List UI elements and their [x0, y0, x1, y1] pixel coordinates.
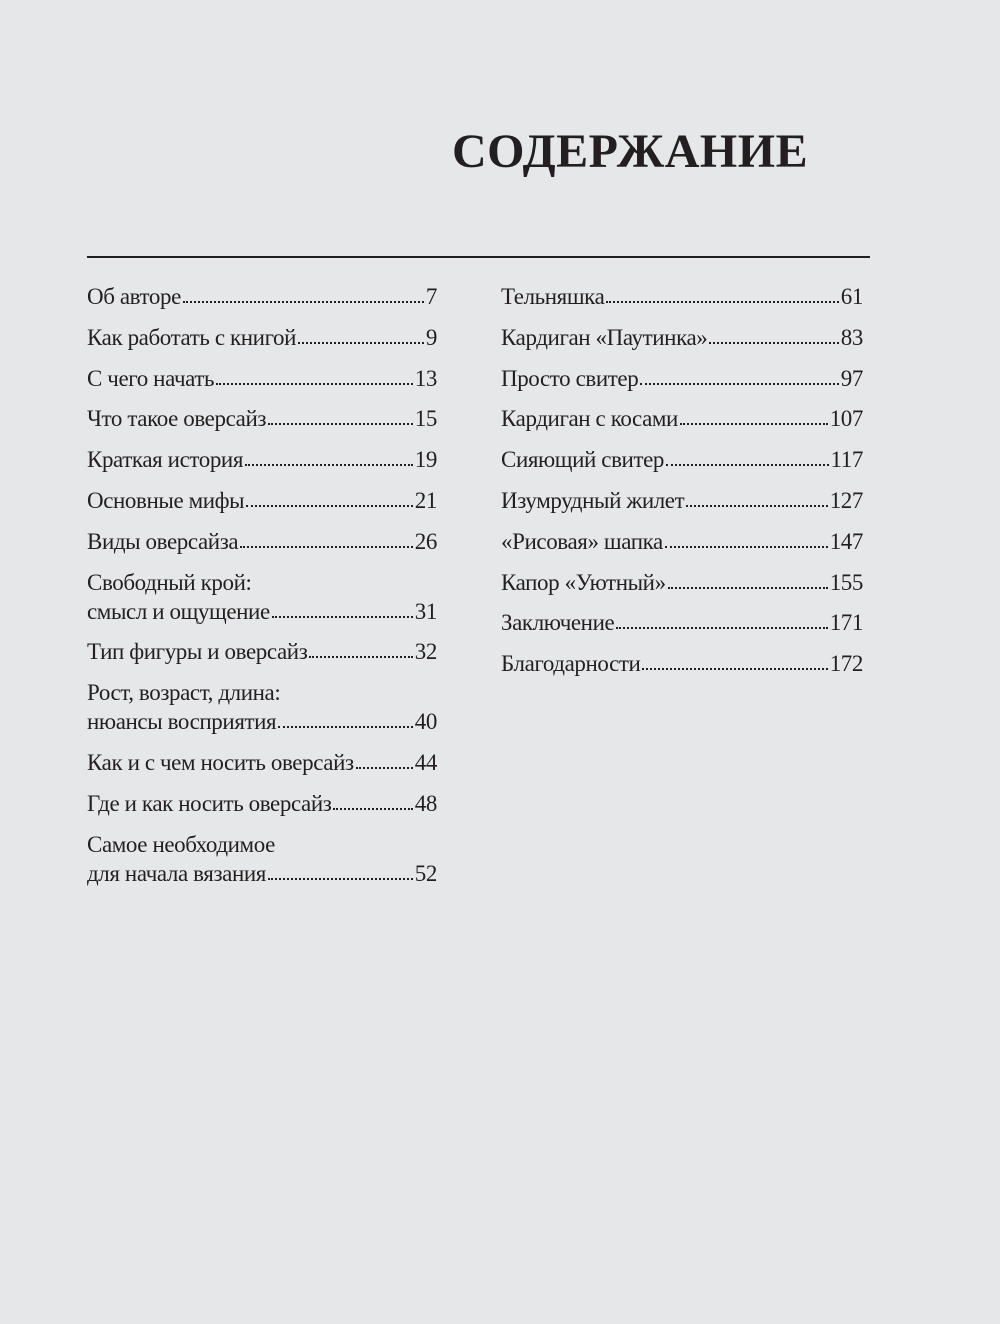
toc-entry-title: Благодарности [501, 651, 641, 677]
dot-leader [680, 421, 828, 425]
toc-entry-title: Тип фигуры и оверсайз [87, 639, 308, 665]
toc-entry-line [87, 527, 437, 556]
toc-entry-line [87, 323, 437, 352]
toc-entry-title: Капор «Уютный» [501, 569, 666, 595]
toc-entry-line [501, 364, 863, 393]
dot-leader [666, 462, 829, 466]
toc-page-number: 172 [829, 651, 863, 677]
toc-page-number: 97 [840, 365, 863, 391]
toc-entry-title: Что такое оверсайз [87, 406, 267, 432]
dot-leader [642, 666, 827, 670]
toc-entry [87, 282, 437, 311]
toc-entry-line [501, 445, 863, 474]
toc-page-number: 83 [840, 324, 863, 350]
toc-entry-line [87, 637, 437, 666]
toc-right-column [501, 282, 863, 690]
toc-entry [87, 748, 437, 777]
toc-entry-title: Просто свитер [501, 365, 639, 391]
dot-leader [298, 340, 424, 344]
dot-leader [246, 503, 413, 507]
toc-entry-line [87, 486, 437, 515]
toc-page-number: 44 [414, 749, 437, 775]
toc-entry [501, 404, 863, 433]
toc-entry [501, 282, 863, 311]
toc-entry [87, 445, 437, 474]
toc-entry [501, 568, 863, 597]
toc-entry-line [87, 597, 437, 626]
toc-entry-line [87, 445, 437, 474]
toc-page-number: 40 [414, 709, 437, 735]
dot-leader [309, 654, 412, 658]
toc-entry-title: Кардиган «Паутинка» [501, 324, 708, 350]
toc-entry [87, 527, 437, 556]
toc-entry-title: Об авторе [87, 284, 181, 309]
toc-page-number: 19 [414, 447, 437, 473]
toc-entry [87, 323, 437, 352]
toc-entry-line [501, 608, 863, 637]
dot-leader [333, 806, 412, 810]
toc-page-number: 107 [829, 406, 863, 432]
toc-entry-line [501, 404, 863, 433]
toc-entry-title: Краткая история [87, 447, 244, 473]
toc-entry-line [501, 649, 863, 678]
toc-entry-line [501, 527, 863, 556]
toc-entry-title-line: Свободный крой: [87, 569, 252, 595]
dot-leader [686, 503, 827, 507]
toc-entry [87, 364, 437, 393]
toc-page-number: 9 [425, 324, 437, 350]
dot-leader [268, 876, 413, 880]
toc-entry-line [87, 789, 437, 818]
toc-entry-line [87, 364, 437, 393]
page-title: СОДЕРЖАНИЕ [452, 125, 809, 178]
toc-entry-title: Сияющий свитер [501, 447, 665, 473]
dot-leader [616, 625, 827, 629]
toc-page-number: 26 [414, 528, 437, 554]
toc-entry-line [87, 748, 437, 777]
dot-leader [356, 765, 413, 769]
dot-leader [709, 340, 838, 344]
toc-entry-title-line: Самое необходимое [87, 831, 275, 857]
toc-page-number: 21 [414, 487, 437, 513]
toc-entry-title: для начала вязания [87, 860, 266, 886]
toc-entry-line [501, 486, 863, 515]
dot-leader [606, 299, 838, 303]
toc-entry [87, 678, 437, 736]
toc-page-number: 52 [414, 860, 437, 886]
toc-page-number: 171 [829, 610, 863, 636]
toc-entry [501, 527, 863, 556]
toc-entry [87, 486, 437, 515]
toc-entry-line [87, 859, 437, 888]
toc-page-number: 147 [829, 528, 863, 554]
toc-entry [501, 364, 863, 393]
toc-page-number: 15 [414, 406, 437, 432]
toc-entry-line [501, 323, 863, 352]
toc-entry-line [87, 282, 437, 311]
toc-entry-title: С чего начать [87, 365, 215, 391]
toc-entry-title: смысл и ощущение [87, 598, 270, 624]
toc-page-number: 31 [414, 598, 437, 624]
toc-entry-title: Заключение [501, 610, 615, 636]
toc-entry-title-line: Рост, возраст, длина: [87, 680, 281, 706]
dot-leader [668, 585, 828, 589]
toc-entry [87, 404, 437, 433]
dot-leader [278, 724, 413, 728]
toc-entry-title: Тельняшка [501, 284, 605, 309]
toc-entry [501, 649, 863, 678]
toc-page-number: 32 [414, 639, 437, 665]
toc-entry-title: Где и как носить оверсайз [87, 790, 332, 816]
toc-page-number: 7 [425, 284, 437, 309]
toc-entry-title: Как и с чем носить оверсайз [87, 749, 354, 775]
title-divider [87, 256, 870, 258]
dot-leader [183, 299, 424, 303]
toc-page-number: 61 [840, 284, 863, 309]
dot-leader [268, 421, 413, 425]
toc-entry-line [87, 707, 437, 736]
dot-leader [640, 381, 838, 385]
toc-left-column [87, 282, 437, 899]
toc-entry [501, 323, 863, 352]
dot-leader [216, 381, 413, 385]
toc-page-number: 117 [830, 447, 863, 473]
toc-entry-title: Кардиган с косами [501, 406, 678, 432]
toc-page-number: 13 [414, 365, 437, 391]
toc-entry-line [501, 282, 863, 311]
toc-entry-line [87, 404, 437, 433]
dot-leader [240, 544, 413, 548]
dot-leader [245, 462, 413, 466]
toc-entry-title: нюансы восприятия [87, 709, 277, 735]
toc-entry [501, 486, 863, 515]
toc-page-number: 127 [829, 487, 863, 513]
toc-entry-title: Виды оверсайза [87, 528, 239, 554]
toc-page-number: 155 [829, 569, 863, 595]
toc-entry-title: «Рисовая» шапка [501, 528, 663, 554]
toc-entry [501, 445, 863, 474]
toc-entry [501, 608, 863, 637]
dot-leader [665, 544, 828, 548]
toc-entry [87, 789, 437, 818]
toc-entry [87, 830, 437, 888]
toc-entry [87, 568, 437, 626]
toc-entry-title: Изумрудный жилет [501, 487, 685, 513]
toc-entry [87, 637, 437, 666]
toc-entry-line [501, 568, 863, 597]
toc-entry-title: Основные мифы [87, 487, 245, 513]
dot-leader [272, 614, 413, 618]
toc-page-number: 48 [414, 790, 437, 816]
toc-entry-title: Как работать с книгой [87, 324, 297, 350]
